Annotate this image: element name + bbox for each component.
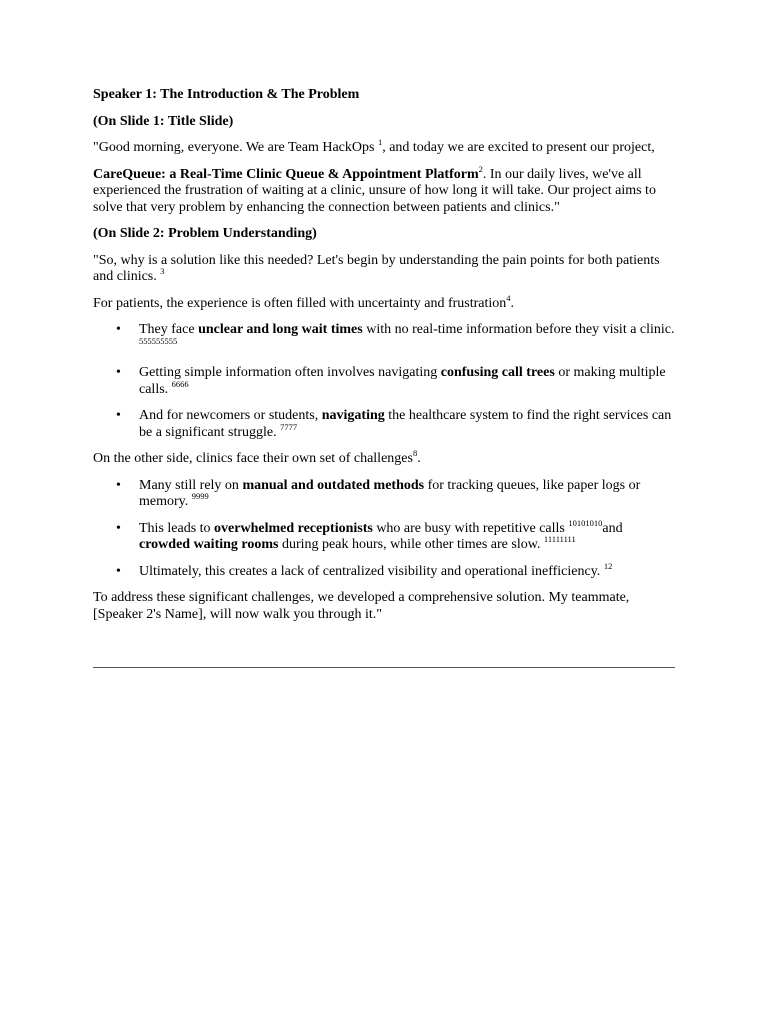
item-bold-text: navigating — [321, 408, 385, 423]
footnote-ref-4: 4 — [506, 292, 511, 303]
item-text: and — [602, 520, 623, 536]
item-bold-text: overwhelmed receptionists — [214, 520, 373, 536]
footnote-ref-3: 3 — [160, 266, 165, 276]
patients-text: For patients, the experience is often filled with uncertainty and frustration — [93, 295, 507, 311]
list-item — [116, 408, 675, 441]
item-text: with no real-time information before they visit a clinic. — [362, 322, 675, 337]
document-page — [93, 87, 675, 633]
slide-1-label: (On Slide 1: Title Slide) — [93, 113, 234, 129]
footnote-ref-11: 11111111 — [543, 534, 576, 544]
footnote-ref-6: 6666 — [171, 378, 189, 389]
bullet-icon: • — [116, 477, 121, 493]
item-text: This leads to — [139, 520, 215, 536]
footnote-ref-9: 9999 — [191, 491, 209, 501]
slide-2-label: (On Slide 2: Problem Understanding) — [93, 226, 317, 241]
item-text: or making multiple calls. — [139, 365, 666, 397]
item-text: And for newcomers or students, — [139, 408, 322, 423]
bullet-icon: • — [116, 520, 121, 536]
project-name: CareQueue: a Real-Time Clinic Queue & Appointment Platform — [93, 166, 479, 182]
footnote-ref-7: 7777 — [280, 421, 298, 432]
speaker-heading: Speaker 1: The Introduction & The Problem — [93, 87, 360, 102]
intro-text-start: "Good morning, everyone. We are Team HackOps — [93, 140, 378, 155]
footnote-separator — [93, 667, 675, 668]
footnote-ref-10: 10101010 — [568, 517, 603, 528]
patients-period: . — [510, 295, 515, 311]
patient-pain-points-list — [93, 322, 675, 441]
list-item — [116, 560, 675, 581]
item-bold-text: confusing call trees — [440, 365, 555, 380]
clinic-challenges-list — [93, 478, 675, 581]
item-text: Many still rely on — [139, 477, 243, 493]
item-text: during peak hours, while other times are slow. — [278, 537, 544, 552]
why-paragraph — [93, 253, 675, 286]
item-bold-text: manual and outdated methods — [242, 477, 425, 493]
closing-paragraph: To address these significant challenges, we developed a comprehensive solution. My teammate, [Speaker 2's Name], will now walk you through it." — [93, 590, 630, 622]
item-bold-text: crowded waiting rooms — [139, 537, 279, 552]
footnote-ref-1: 1 — [377, 137, 383, 147]
item-bold-text: unclear and long wait times — [198, 322, 363, 337]
bullet-icon: • — [116, 365, 121, 380]
bullet-icon: • — [116, 408, 121, 423]
clinics-period: . — [417, 451, 421, 466]
project-description: . In our daily lives, we've all experienced the frustration of waiting at a clinic, unsure of how long it will take. Our project aims to solve that very problem by enhancing the connection between patients and clinics." — [93, 166, 656, 215]
item-text: the healthcare system to find the right services can be a significant struggle. — [139, 408, 672, 440]
list-item — [116, 365, 675, 398]
footnote-ref-8: 8 — [412, 448, 418, 458]
footnote-ref-2: 2 — [478, 163, 483, 174]
why-text: "So, why is a solution like this needed? Let's begin by understanding the pain points for both patients and clinics. — [93, 252, 660, 284]
list-item — [116, 477, 675, 511]
item-text: for tracking queues, like paper logs or memory. — [139, 477, 641, 509]
item-text: Getting simple information often involves navigating — [139, 365, 441, 380]
patients-paragraph — [93, 292, 675, 313]
project-paragraph — [93, 163, 675, 217]
list-item — [116, 517, 675, 554]
intro-paragraph — [93, 137, 675, 157]
footnote-ref-12: 12 — [603, 560, 613, 571]
footnote-ref-5: 555555555 — [139, 335, 178, 346]
item-text: who are busy with repetitive calls — [372, 520, 569, 536]
bullet-icon: • — [116, 563, 121, 579]
list-item — [116, 322, 675, 355]
bullet-icon: • — [116, 322, 121, 337]
item-text: Ultimately, this creates a lack of centralized visibility and operational inefficiency. — [139, 563, 604, 579]
intro-text-end: , and today we are excited to present our project, — [382, 140, 655, 155]
item-text: They face — [139, 322, 199, 337]
clinics-paragraph — [93, 448, 675, 468]
clinics-text: On the other side, clinics face their own set of challenges — [93, 451, 413, 466]
